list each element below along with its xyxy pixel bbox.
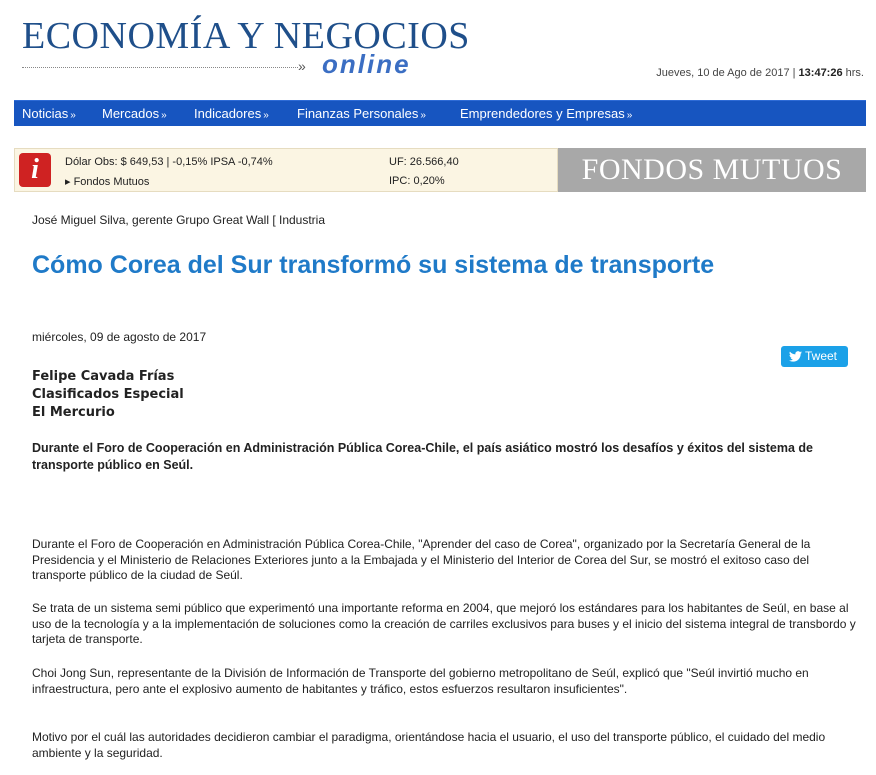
market-indicators: Dólar Obs: $ 649,53 | -0,15% IPSA -0,74% <box>65 156 273 168</box>
logo-arrows: » <box>298 58 306 74</box>
article-paragraph: Choi Jong Sun, representante de la División de Información de Transporte del gobierno metropolitano de Seúl, explicó que "Seúl invirtió mucho en infraestructura, pero ante el explosivo aumento de habitantes y tráfico, estos esfuerzos resultaron insuficientes". <box>32 666 809 696</box>
datetime-suffix: hrs. <box>842 67 864 79</box>
logo-title: ECONOMÍA Y NEGOCIOS <box>22 15 470 57</box>
article-paragraph: Motivo por el cuál las autoridades decidieron cambiar el paradigma, orientándose hacia el usuario, el uso del transporte público, el cuidado del medio ambiente y la seguridad. <box>32 730 826 760</box>
nav-item-mercados[interactable] <box>102 106 167 121</box>
main-nav <box>14 100 866 126</box>
nav-arrow: » <box>161 110 167 121</box>
nav-item-indicadores[interactable] <box>194 106 269 121</box>
author-source: El Mercurio <box>32 405 115 420</box>
fondos-mutuos-link[interactable]: ▸ Fondos Mutuos <box>65 176 150 188</box>
tweet-label: Tweet <box>805 349 838 363</box>
nav-item-noticias[interactable] <box>22 106 76 121</box>
nav-arrow: » <box>70 110 76 121</box>
fondos-mutuos-banner[interactable]: FONDOS MUTUOS <box>558 148 866 192</box>
article-paragraph: Se trata de un sistema semi público que experimentó una importante reforma en 2004, que mejoró los estándares para los habitantes de Seúl, en base al uso de la tecnología y a la implementación de soluciones como la creación de carriles exclusivos para buses y el inicio del sistema integral de transbordo y tarjeta de transporte. <box>32 601 856 646</box>
author-name: Felipe Cavada Frías <box>32 369 175 384</box>
site-logo[interactable] <box>22 14 470 84</box>
nav-label: Noticias <box>22 106 69 121</box>
article-title: Cómo Corea del Sur transformó su sistema de transporte <box>32 251 715 279</box>
nav-arrow: » <box>626 110 633 121</box>
current-datetime <box>656 67 864 79</box>
twitter-bird-icon <box>789 351 802 362</box>
article-paragraph: Durante el Foro de Cooperación en Administración Pública Corea-Chile, "Aprender del caso de Corea", organizado por la Secretaría General de la Presidencia y el Ministerio de Relaciones Exteriores junto a la Embajada y el Ministerio del Interior de Corea del Sur, se mostró el exitoso caso del transporte público de la ciudad de Seúl. <box>32 537 811 582</box>
nav-item-emprendedores[interactable] <box>460 106 632 121</box>
ipc-value: IPC: 0,20% <box>389 175 445 187</box>
author-section: Clasificados Especial <box>32 387 184 402</box>
article-topic[interactable]: José Miguel Silva, gerente Grupo Great Wall [ Industria <box>32 213 326 227</box>
nav-label: Indicadores <box>194 106 262 121</box>
nav-label: Mercados <box>102 106 160 121</box>
tweet-button[interactable] <box>781 346 848 367</box>
indicators-ticker <box>14 148 558 192</box>
nav-arrow: » <box>263 110 269 121</box>
info-icon: i <box>19 153 51 187</box>
nav-label: Emprendedores y Empresas <box>460 106 625 121</box>
datetime-date: Jueves, 10 de Ago de 2017 | <box>656 67 799 79</box>
nav-arrow: » <box>420 110 426 121</box>
nav-item-finanzas-personales[interactable] <box>297 106 426 121</box>
article-lede: Durante el Foro de Cooperación en Administración Pública Corea-Chile, el país asiático mostró los desafíos y éxitos del sistema de transporte público en Seúl. <box>32 441 813 472</box>
datetime-time: 13:47:26 <box>798 67 843 79</box>
logo-divider <box>22 67 298 68</box>
nav-label: Finanzas Personales <box>297 106 419 121</box>
logo-online: online <box>322 49 411 79</box>
article-date: miércoles, 09 de agosto de 2017 <box>32 330 207 344</box>
uf-value: UF: 26.566,40 <box>389 156 459 168</box>
